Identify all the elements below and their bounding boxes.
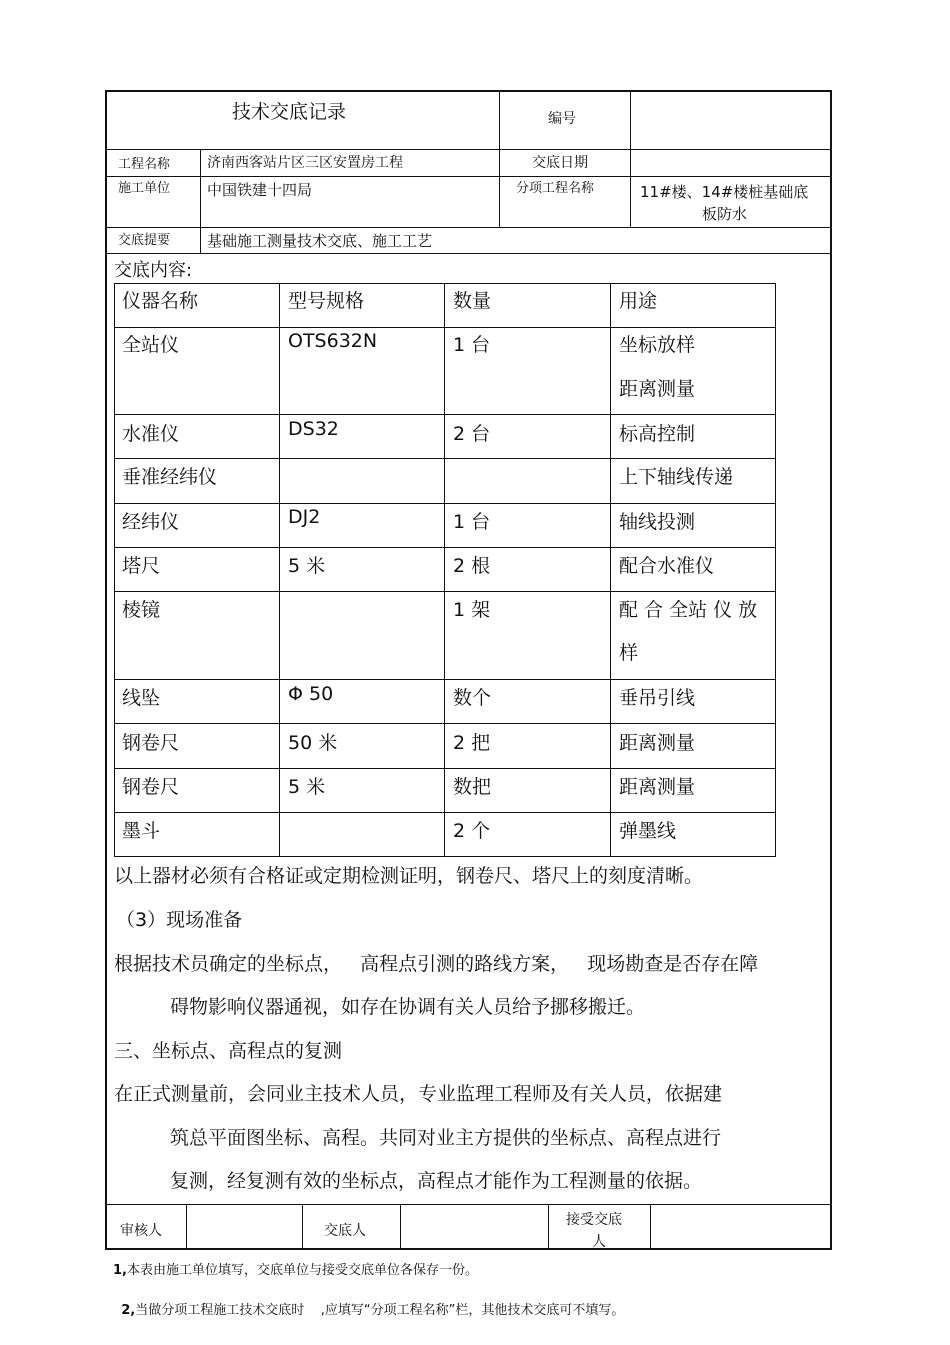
col-divider-header-1 — [499, 90, 500, 227]
col-divider-sig-5 — [650, 1204, 651, 1250]
content-label: 交底内容: — [114, 260, 193, 281]
table-row-line — [114, 723, 776, 724]
summary-value: 基础施工测量技术交底、施工工艺 — [207, 232, 433, 250]
table-row-line — [114, 547, 776, 548]
section-recheck: 三、坐标点、高程点的复测 — [114, 1040, 343, 1062]
table-cell-name: 塔尺 — [122, 555, 161, 577]
table-cell-use: 弹墨线 — [619, 820, 677, 842]
table-row-line — [114, 812, 776, 813]
table-row-line — [114, 327, 776, 328]
table-cell-name: 线坠 — [122, 687, 161, 709]
table-cell-qty: 数把 — [453, 776, 492, 798]
subproject-value-line2: 板防水 — [702, 205, 748, 223]
table-header-qty: 数量 — [453, 290, 492, 312]
table-cell-use: 距离测量 — [619, 378, 696, 400]
footnote-1 — [113, 1259, 478, 1278]
table-col-line-3 — [610, 283, 611, 857]
table-cell-qty: 2 把 — [453, 732, 491, 754]
footnote-2-number: 2, — [121, 1303, 136, 1318]
project-name-label: 工程名称 — [118, 157, 171, 172]
footnote-2-text: 当做分项工程施工技术交底时 ,应填写“分项工程名称”栏，其他技术交底可不填写。 — [135, 1303, 625, 1318]
table-row-line — [114, 503, 776, 504]
receiver-label-line2: 人 — [592, 1234, 606, 1250]
table-cell-name: 钢卷尺 — [122, 732, 180, 754]
table-cell-model: DS32 — [288, 418, 339, 440]
col-divider-sig-1 — [186, 1204, 187, 1250]
date-label: 交底日期 — [532, 155, 588, 171]
row-divider-contractor — [105, 227, 832, 228]
table-cell-name: 垂准经纬仪 — [122, 466, 218, 488]
row-divider-signatures — [105, 1204, 832, 1205]
footnote-1-text: 本表由施工单位填写，交底单位与接受交底单位各保存一份。 — [126, 1263, 478, 1278]
form-title: 技术交底记录 — [232, 101, 347, 123]
footnote-1-number: 1, — [113, 1263, 127, 1278]
subproject-value-line1: 11#楼、14#楼桩基础底 — [640, 183, 809, 201]
paragraph-site-line1: 根据技术员确定的坐标点， 高程点引测的路线方案， 现场勘查是否存在障 — [114, 953, 759, 975]
table-row-line — [114, 458, 776, 459]
table-cell-model: 50 米 — [288, 732, 338, 754]
table-cell-qty: 2 根 — [453, 555, 491, 577]
table-cell-qty: 2 个 — [453, 820, 491, 842]
contractor-label: 施工单位 — [118, 181, 171, 196]
paragraph-recheck-line3: 复测，经复测有效的坐标点，高程点才能作为工程测量的依据。 — [170, 1170, 703, 1192]
table-cell-model: OTS632N — [288, 330, 378, 352]
row-divider-summary — [105, 253, 832, 254]
table-header-model: 型号规格 — [288, 290, 365, 312]
paragraph-certification: 以上器材必须有合格证或定期检测证明，钢卷尺、塔尺上的刻度清晰。 — [114, 865, 704, 887]
table-cell-qty: 数个 — [453, 687, 492, 709]
contractor-value: 中国铁建十四局 — [207, 181, 313, 199]
table-cell-model: DJ2 — [288, 506, 321, 528]
receiver-label-line1: 接受交底 — [566, 1212, 622, 1228]
paragraph-site-line2: 碍物影响仪器通视，如存在协调有关人员给予挪移搬迁。 — [170, 996, 646, 1018]
paragraph-recheck-line1: 在正式测量前，会同业主技术人员，专业监理工程师及有关人员，依据建 — [114, 1083, 723, 1105]
table-header-use: 用途 — [619, 290, 658, 312]
table-cell-use: 标高控制 — [619, 423, 696, 445]
table-cell-use: 距离测量 — [619, 776, 696, 798]
col-divider-sig-4 — [548, 1204, 549, 1250]
paragraph-recheck-line2: 筑总平面图坐标、高程。共同对业主方提供的坐标点、高程点进行 — [170, 1127, 722, 1149]
table-row-line — [114, 414, 776, 415]
table-cell-name: 钢卷尺 — [122, 776, 180, 798]
table-cell-use: 轴线投测 — [619, 511, 696, 533]
table-col-line-2 — [444, 283, 445, 857]
discloser-label: 交底人 — [324, 1223, 366, 1239]
table-cell-name: 棱镜 — [122, 599, 161, 621]
table-cell-use: 上下轴线传递 — [619, 466, 734, 488]
table-row-line — [114, 768, 776, 769]
table-cell-name: 经纬仪 — [122, 511, 180, 533]
footnote-2 — [113, 1284, 624, 1318]
section-site-preparation: （3）现场准备 — [116, 909, 243, 931]
table-cell-use: 垂吊引线 — [619, 687, 696, 709]
table-col-line-1 — [279, 283, 280, 857]
table-cell-use: 样 — [619, 642, 639, 664]
table-cell-use: 距离测量 — [619, 732, 696, 754]
table-cell-model: 5 米 — [288, 555, 326, 577]
project-name-value: 济南西客站片区三区安置房工程 — [207, 155, 403, 171]
row-divider-project — [105, 176, 832, 177]
table-cell-name: 全站仪 — [122, 334, 180, 356]
col-divider-header-2 — [630, 90, 631, 227]
table-cell-use: 配合水准仪 — [619, 555, 715, 577]
col-divider-sig-2 — [302, 1204, 303, 1250]
table-cell-qty: 1 架 — [453, 599, 491, 621]
table-cell-model: 5 米 — [288, 776, 326, 798]
table-cell-model: Φ 50 — [288, 683, 334, 705]
table-cell-qty: 1 台 — [453, 511, 491, 533]
table-row-line — [114, 591, 776, 592]
table-header-name: 仪器名称 — [122, 290, 199, 312]
subproject-label: 分项工程名称 — [516, 181, 595, 196]
col-divider-sig-3 — [400, 1204, 401, 1250]
col-divider-label — [200, 149, 201, 253]
summary-label: 交底提要 — [118, 233, 171, 248]
table-cell-qty: 1 台 — [453, 334, 491, 356]
table-cell-qty: 2 台 — [453, 423, 491, 445]
table-cell-name: 水准仪 — [122, 423, 180, 445]
reviewer-label: 审核人 — [120, 1223, 162, 1239]
table-cell-use: 坐标放样 — [619, 334, 696, 356]
table-cell-use: 配 合 全站 仪 放 — [619, 599, 758, 621]
table-row-line — [114, 679, 776, 680]
table-cell-name: 墨斗 — [122, 820, 161, 842]
number-label: 编号 — [548, 111, 576, 127]
row-divider-header — [105, 149, 832, 150]
